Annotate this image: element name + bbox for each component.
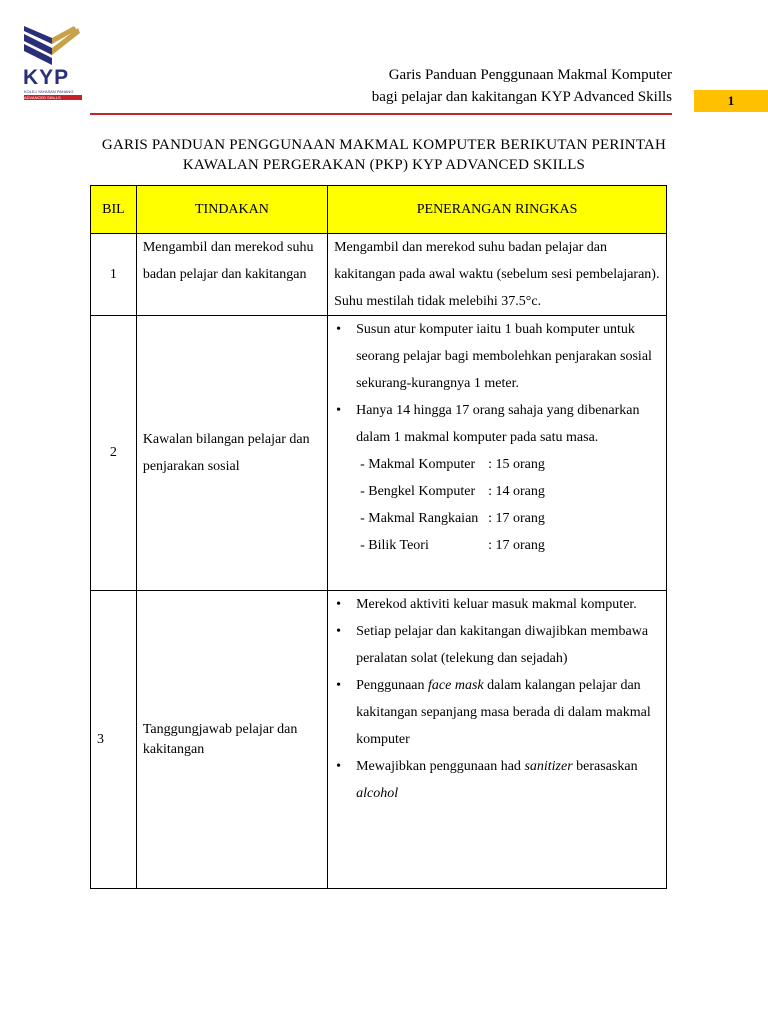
room-name: - Bilik Teori bbox=[360, 538, 429, 553]
list-item bbox=[334, 478, 662, 505]
header-divider bbox=[90, 113, 672, 115]
list-item: • Hanya 14 hingga 17 orang sahaja yang dibenarkan dalam 1 makmal komputer pada satu masa. bbox=[334, 397, 662, 451]
table-row bbox=[91, 316, 667, 591]
header-line-2: bagi pelajar dan kakitangan KYP Advanced Skills bbox=[371, 89, 672, 105]
italic-term: alcohol bbox=[356, 786, 399, 801]
text-segment: Penggunaan bbox=[356, 678, 429, 693]
row-action: Mengambil dan merekod suhu badan pelajar dan kakitangan bbox=[136, 234, 327, 316]
italic-term: sanitizer bbox=[524, 759, 573, 774]
row-description: Mengambil dan merekod suhu badan pelajar dan kakitangan pada awal waktu (sebelum sesi pembelajaran). Suhu mestilah tidak melebihi 37.5°c. bbox=[328, 234, 667, 316]
row-action: Kawalan bilangan pelajar dan penjarakan sosial bbox=[136, 316, 327, 591]
kyp-logo bbox=[22, 26, 84, 100]
document-title bbox=[90, 135, 678, 175]
logo-subtext: KOLEJ YAYASAN PAHANG bbox=[24, 89, 74, 94]
list-item bbox=[334, 672, 662, 753]
room-name: - Makmal Rangkaian bbox=[360, 511, 479, 526]
list-item bbox=[334, 532, 662, 559]
room-name: - Makmal Komputer bbox=[360, 457, 476, 472]
guideline-table bbox=[90, 185, 667, 889]
list-item bbox=[334, 451, 662, 478]
bullet-list bbox=[334, 316, 662, 451]
room-capacity-list bbox=[334, 451, 662, 559]
room-count: : 14 orang bbox=[488, 484, 545, 499]
text-segment: berasaskan bbox=[572, 759, 638, 774]
row-number: 2 bbox=[91, 316, 137, 591]
list-item: • Merekod aktiviti keluar masuk makmal komputer. bbox=[334, 591, 662, 618]
bullet-list bbox=[334, 591, 662, 807]
header-tindakan: TINDAKAN bbox=[136, 186, 327, 234]
room-count: : 17 orang bbox=[488, 511, 545, 526]
table-header-row bbox=[91, 186, 667, 234]
room-count: : 15 orang bbox=[488, 457, 545, 472]
list-item bbox=[334, 753, 662, 807]
table-row bbox=[91, 591, 667, 889]
list-item bbox=[334, 505, 662, 532]
text-segment: dalam kalangan pelajar dan kakitangan sepanjang masa berada di dalam makmal komputer bbox=[356, 678, 651, 747]
page-header bbox=[372, 64, 672, 108]
text-segment: Mewajibkan penggunaan had bbox=[356, 759, 525, 774]
logo-tagline: ADVANCED SKILLS bbox=[24, 95, 82, 100]
list-item: • Setiap pelajar dan kakitangan diwajibkan membawa peralatan solat (telekung dan sejadah) bbox=[334, 618, 662, 672]
title-line-1: GARIS PANDUAN PENGGUNAAN MAKMAL KOMPUTER BERIKUTAN PERINTAH bbox=[101, 137, 667, 153]
room-name: - Bengkel Komputer bbox=[360, 484, 476, 499]
row-number: 3 bbox=[91, 591, 137, 889]
header-line-1: Garis Panduan Penggunaan Makmal Komputer bbox=[388, 67, 672, 83]
row-description bbox=[328, 591, 667, 889]
header-penerangan: PENERANGAN RINGKAS bbox=[328, 186, 667, 234]
page-number-badge: 1 bbox=[694, 90, 768, 112]
row-number: 1 bbox=[91, 234, 137, 316]
row-action: Tanggungjawab pelajar dan kakitangan bbox=[136, 591, 327, 889]
row-description bbox=[328, 316, 667, 591]
logo-text: KYP bbox=[23, 66, 70, 89]
table-row bbox=[91, 234, 667, 316]
header-bil: BIL bbox=[91, 186, 137, 234]
logo-emblem-icon bbox=[22, 26, 84, 66]
italic-term: face mask bbox=[428, 678, 484, 693]
title-line-2: KAWALAN PERGERAKAN (PKP) KYP ADVANCED SKILLS bbox=[182, 157, 586, 173]
list-item: • Susun atur komputer iaitu 1 buah komputer untuk seorang pelajar bagi membolehkan penjarakan sosial sekurang-kurangnya 1 meter. bbox=[334, 316, 662, 397]
room-count: : 17 orang bbox=[488, 538, 545, 553]
